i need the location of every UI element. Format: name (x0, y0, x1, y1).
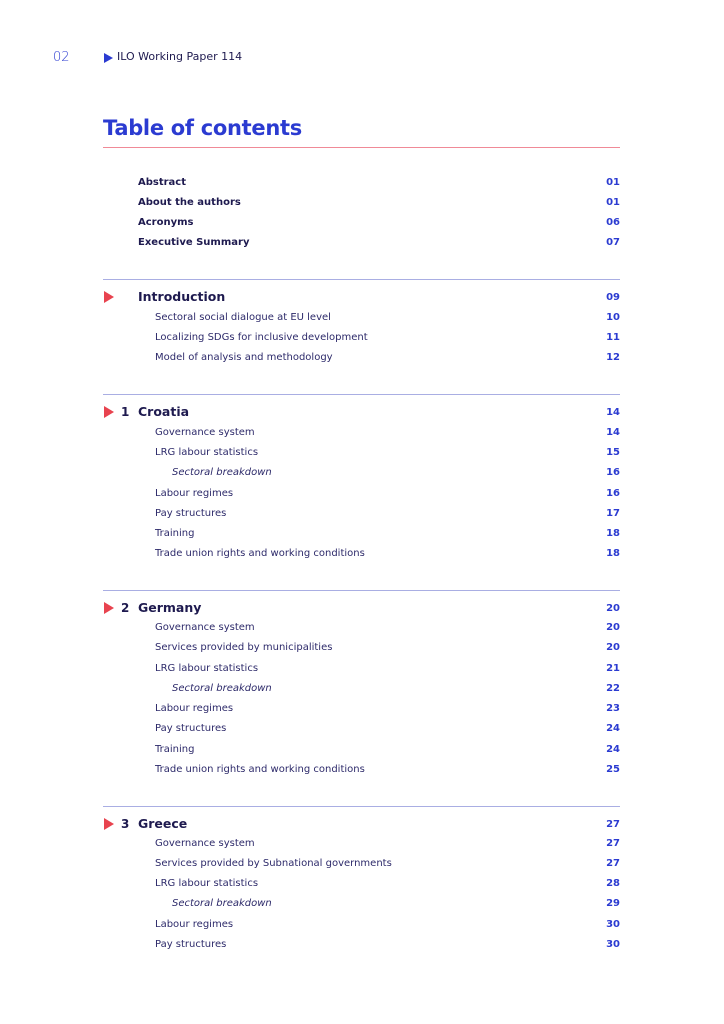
toc-entry-label: Pay structures (155, 723, 227, 734)
toc-entry-label: Sectoral breakdown (172, 898, 272, 909)
toc-entry[interactable] (103, 311, 620, 329)
toc-entry-page: 25 (606, 764, 620, 775)
toc-entry[interactable] (103, 547, 620, 565)
toc-entry[interactable] (103, 621, 620, 639)
toc-entry-label: LRG labour statistics (155, 663, 259, 674)
toc-entry-page: 06 (606, 217, 620, 228)
toc-entry-label: Services provided by municipalities (155, 642, 333, 653)
chapter-germany[interactable] (103, 600, 620, 620)
toc-entry[interactable] (103, 351, 620, 369)
toc-entry[interactable] (103, 641, 620, 659)
toc-entry-page: 21 (606, 663, 620, 674)
chapter-title: Germany (138, 600, 202, 615)
toc-entry-page: 07 (606, 237, 620, 248)
toc-entry-label: Labour regimes (155, 488, 234, 499)
toc-entry-page: 30 (606, 939, 620, 950)
heading-rule (103, 147, 620, 148)
chapter-croatia[interactable] (103, 404, 620, 424)
toc-entry-page: 23 (606, 703, 620, 714)
toc-entry-page: 28 (606, 878, 620, 889)
toc-entry-about-authors[interactable] (103, 196, 620, 214)
toc-entry[interactable] (103, 426, 620, 444)
toc-entry-page: 30 (606, 919, 620, 930)
toc-entry[interactable] (103, 662, 620, 680)
toc-entry[interactable] (103, 743, 620, 761)
toc-entry-acronyms[interactable] (103, 216, 620, 234)
toc-entry-page: 11 (606, 332, 620, 343)
toc-entry-label: Trade union rights and working conditions (155, 764, 365, 775)
toc-entry-label: Pay structures (155, 939, 227, 950)
toc-heading: Table of contents (103, 116, 302, 140)
section-divider (103, 590, 620, 591)
toc-entry-page: 01 (606, 177, 620, 188)
toc-entry-label: Abstract (138, 177, 187, 188)
toc-entry[interactable] (103, 877, 620, 895)
toc-entry-label: Pay structures (155, 508, 227, 519)
toc-entry-executive-summary[interactable] (103, 236, 620, 254)
toc-entry-label: Localizing SDGs for inclusive development (155, 332, 368, 343)
toc-entry[interactable] (103, 837, 620, 855)
toc-entry[interactable] (103, 918, 620, 936)
toc-entry-page: 22 (606, 683, 620, 694)
toc-entry-label: LRG labour statistics (155, 878, 259, 889)
toc-entry-page: 17 (606, 508, 620, 519)
triangle-bullet-icon (104, 53, 113, 63)
chapter-title: Introduction (138, 289, 226, 304)
toc-entry-label: Services provided by Subnational governments (155, 858, 392, 869)
publication-title: ILO Working Paper 114 (117, 50, 243, 63)
toc-entry-label: LRG labour statistics (155, 447, 259, 458)
toc-entry-label: Governance system (155, 838, 255, 849)
toc-subentry[interactable] (103, 682, 620, 700)
toc-entry[interactable] (103, 527, 620, 545)
chapter-introduction[interactable] (103, 289, 620, 309)
chapter-title: Croatia (138, 404, 190, 419)
toc-entry-page: 01 (606, 197, 620, 208)
toc-entry-page: 24 (606, 744, 620, 755)
toc-entry-page: 16 (606, 488, 620, 499)
toc-entry[interactable] (103, 331, 620, 349)
triangle-bullet-icon (104, 818, 114, 830)
toc-entry[interactable] (103, 857, 620, 875)
toc-entry-page: 27 (606, 838, 620, 849)
triangle-bullet-icon (104, 602, 114, 614)
chapter-page: 09 (606, 292, 620, 303)
toc-subentry[interactable] (103, 897, 620, 915)
toc-entry[interactable] (103, 446, 620, 464)
toc-entry-label: Labour regimes (155, 919, 234, 930)
toc-entry-label: Trade union rights and working conditions (155, 548, 365, 559)
toc-entry[interactable] (103, 702, 620, 720)
triangle-bullet-icon (104, 406, 114, 418)
page-number: 02 (53, 50, 70, 65)
toc-entry-label: Model of analysis and methodology (155, 352, 333, 363)
toc-entry-page: 18 (606, 548, 620, 559)
toc-entry[interactable] (103, 722, 620, 740)
toc-entry-label: Governance system (155, 427, 255, 438)
toc-entry-page: 20 (606, 642, 620, 653)
toc-entry-label: Executive Summary (138, 237, 250, 248)
toc-entry-label: Sectoral social dialogue at EU level (155, 312, 331, 323)
toc-entry-page: 10 (606, 312, 620, 323)
toc-entry-label: Labour regimes (155, 703, 234, 714)
toc-entry-page: 16 (606, 467, 620, 478)
toc-entry-label: About the authors (138, 197, 241, 208)
toc-entry[interactable] (103, 763, 620, 781)
chapter-number: 1 (121, 405, 130, 419)
toc-entry-label: Acronyms (138, 217, 194, 228)
toc-entry-page: 15 (606, 447, 620, 458)
chapter-greece[interactable] (103, 816, 620, 836)
toc-subentry[interactable] (103, 466, 620, 484)
chapter-title: Greece (138, 816, 188, 831)
toc-entry-label: Training (155, 528, 195, 539)
chapter-number: 2 (121, 601, 130, 615)
section-divider (103, 394, 620, 395)
chapter-page: 20 (606, 603, 620, 614)
toc-entry-page: 27 (606, 858, 620, 869)
toc-entry-page: 29 (606, 898, 620, 909)
chapter-page: 14 (606, 407, 620, 418)
chapter-page: 27 (606, 819, 620, 830)
section-divider (103, 279, 620, 280)
toc-entry-abstract[interactable] (103, 176, 620, 194)
triangle-bullet-icon (104, 291, 114, 303)
section-divider (103, 806, 620, 807)
toc-entry[interactable] (103, 507, 620, 525)
toc-entry-label: Sectoral breakdown (172, 683, 272, 694)
toc-entry-page: 14 (606, 427, 620, 438)
chapter-number: 3 (121, 817, 130, 831)
toc-entry[interactable] (103, 487, 620, 505)
toc-entry-label: Training (155, 744, 195, 755)
toc-entry-label: Governance system (155, 622, 255, 633)
toc-entry-label: Sectoral breakdown (172, 467, 272, 478)
toc-entry-page: 20 (606, 622, 620, 633)
toc-entry-page: 24 (606, 723, 620, 734)
toc-entry-page: 18 (606, 528, 620, 539)
toc-entry[interactable] (103, 938, 620, 956)
toc-entry-page: 12 (606, 352, 620, 363)
